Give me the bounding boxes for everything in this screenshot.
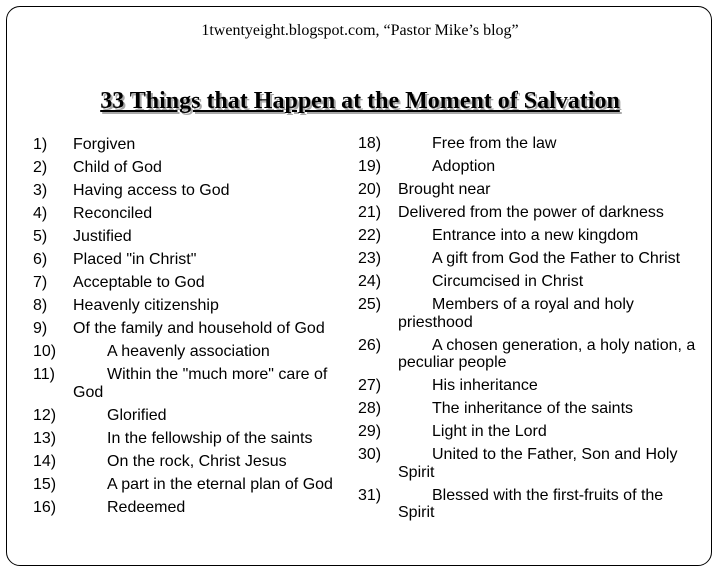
item-number: 9) bbox=[33, 320, 48, 337]
item-text: Circumcised in Christ bbox=[432, 273, 584, 290]
blog-header: 1twentyeight.blogspot.com, “Pastor Mike’s blog” bbox=[201, 22, 519, 39]
list-item bbox=[33, 320, 348, 338]
list-item bbox=[33, 476, 348, 494]
list-item bbox=[33, 251, 348, 269]
item-number: 18) bbox=[358, 135, 382, 152]
item-number: 20) bbox=[358, 181, 382, 198]
item-number: 25) bbox=[358, 296, 382, 313]
item-text: Placed "in Christ" bbox=[73, 251, 197, 268]
item-text: Redeemed bbox=[107, 498, 186, 516]
right-list bbox=[358, 135, 703, 527]
item-number: 22) bbox=[358, 227, 382, 244]
list-item bbox=[33, 499, 348, 517]
item-number: 24) bbox=[358, 273, 382, 290]
item-number: 5) bbox=[33, 228, 48, 245]
list-item bbox=[33, 297, 348, 315]
list-item bbox=[33, 430, 348, 448]
list-item bbox=[33, 205, 348, 223]
item-number: 4) bbox=[33, 205, 48, 222]
list-item bbox=[358, 181, 703, 199]
item-number: 8) bbox=[33, 297, 48, 314]
list-item bbox=[33, 453, 348, 471]
item-text: Brought near bbox=[398, 181, 491, 198]
item-text: On the rock, Christ Jesus bbox=[107, 452, 287, 470]
list-item bbox=[358, 158, 703, 176]
list-item bbox=[33, 366, 348, 401]
item-number: 23) bbox=[358, 250, 382, 267]
item-number: 14) bbox=[33, 452, 57, 470]
list-item bbox=[358, 250, 703, 268]
item-number: 27) bbox=[358, 377, 382, 394]
item-text: The inheritance of the saints bbox=[432, 400, 634, 417]
item-number: 26) bbox=[358, 336, 382, 354]
list-item bbox=[358, 400, 703, 418]
item-text: United to the Father, Son and Holy Spirit bbox=[398, 446, 678, 481]
item-text: Child of God bbox=[73, 159, 162, 176]
item-number: 3) bbox=[33, 182, 48, 199]
item-text: Forgiven bbox=[73, 136, 136, 153]
item-text: Members of a royal and holy priesthood bbox=[398, 296, 634, 331]
item-text: His inheritance bbox=[432, 377, 538, 394]
item-text: Heavenly citizenship bbox=[73, 297, 219, 314]
list-item bbox=[33, 136, 348, 154]
item-number: 11) bbox=[33, 366, 55, 383]
item-text: Blessed with the first-fruits of the Spirit bbox=[398, 486, 664, 521]
list-item bbox=[33, 407, 348, 425]
list-item bbox=[33, 274, 348, 292]
item-text: Reconciled bbox=[73, 205, 153, 222]
list-item bbox=[358, 204, 703, 222]
item-number: 31) bbox=[358, 486, 382, 504]
item-text: Delivered from the power of darkness bbox=[398, 204, 664, 221]
item-number: 29) bbox=[358, 423, 382, 440]
item-text: Light in the Lord bbox=[432, 423, 547, 440]
list-item bbox=[33, 159, 348, 177]
item-text: Justified bbox=[73, 228, 132, 245]
item-text: Free from the law bbox=[432, 135, 557, 152]
item-number: 19) bbox=[358, 158, 382, 175]
item-number: 2) bbox=[33, 159, 48, 176]
item-text: Having access to God bbox=[73, 182, 230, 199]
item-number: 16) bbox=[33, 498, 57, 516]
item-text: A gift from God the Father to Christ bbox=[432, 250, 681, 267]
item-number: 13) bbox=[33, 429, 57, 447]
item-number: 7) bbox=[33, 274, 48, 291]
item-text: Adoption bbox=[432, 158, 496, 175]
list-item bbox=[358, 273, 703, 291]
item-number: 6) bbox=[33, 251, 48, 268]
list-item bbox=[358, 337, 703, 372]
item-number: 12) bbox=[33, 406, 57, 424]
item-number: 21) bbox=[358, 204, 382, 221]
list-item bbox=[358, 227, 703, 245]
item-text: Entrance into a new kingdom bbox=[432, 227, 639, 244]
list-item bbox=[33, 182, 348, 200]
item-number: 15) bbox=[33, 475, 57, 493]
item-number: 1) bbox=[33, 136, 48, 153]
item-text: Glorified bbox=[107, 406, 167, 424]
item-number: 10) bbox=[33, 343, 57, 360]
list-item bbox=[358, 135, 703, 153]
list-item bbox=[33, 228, 348, 246]
list-item bbox=[358, 423, 703, 441]
item-number: 30) bbox=[358, 446, 382, 463]
list-item bbox=[33, 343, 348, 361]
item-text: Within the "much more" care of God bbox=[73, 366, 328, 401]
left-list bbox=[33, 136, 348, 522]
slide-title: 33 Things that Happen at the Moment of Salvation bbox=[100, 88, 620, 114]
item-number: 28) bbox=[358, 400, 382, 417]
item-text: Of the family and household of God bbox=[73, 320, 325, 337]
item-text: A chosen generation, a holy nation, a peculiar people bbox=[398, 336, 696, 371]
item-text: In the fellowship of the saints bbox=[107, 429, 313, 447]
item-text: A heavenly association bbox=[107, 343, 270, 360]
list-item bbox=[358, 487, 703, 522]
list-item bbox=[358, 446, 703, 481]
item-text: A part in the eternal plan of God bbox=[107, 475, 333, 493]
list-item bbox=[358, 377, 703, 395]
list-item bbox=[358, 296, 703, 331]
item-text: Acceptable to God bbox=[73, 274, 205, 291]
